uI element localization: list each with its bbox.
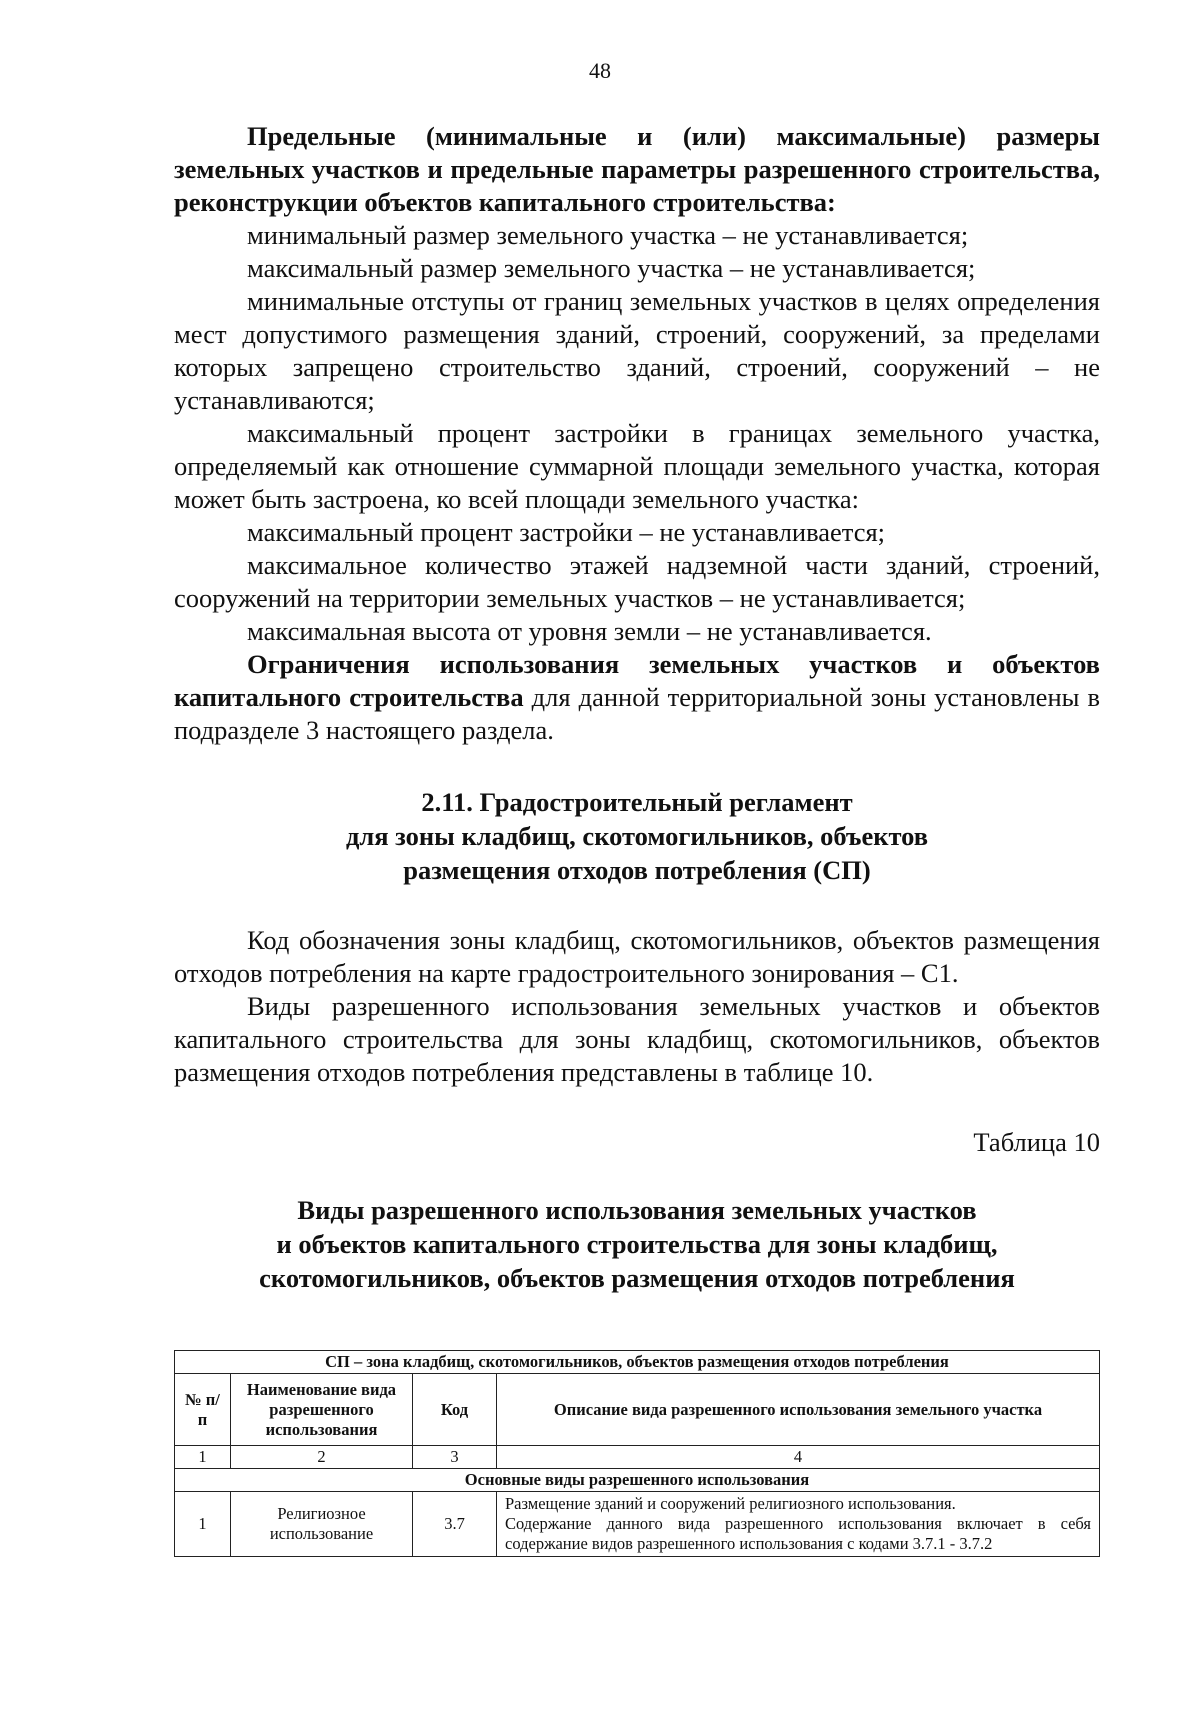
col-number: 3 <box>413 1446 497 1469</box>
section-title-line-2: для зоны кладбищ, скотомогильников, объектов <box>345 821 929 851</box>
row-desc-rest: Содержание данного вида разрешенного использования включает в себя содержание видов разрешенного использования с кодами 3.7.1 - 3.7.2 <box>505 1514 1091 1553</box>
limits-item-max-size: максимальный размер земельного участка – не устанавливается; <box>247 253 976 283</box>
limits-item-coverage: максимальный процент застройки в границах земельного участка, определяемый как отношение суммарной площади земельного участка, которая может быть застроена, ко всей площади земельного участка: <box>174 418 1100 514</box>
table-column-numbers-row <box>175 1446 1100 1469</box>
restrictions-rest: для данной территориальной зоны установлены в подразделе 3 настоящего раздела. <box>174 682 1100 745</box>
table-group-header-row <box>175 1469 1100 1492</box>
table-title <box>174 1193 1100 1295</box>
usage-types-table <box>174 1350 1100 1557</box>
usage-types-paragraph: Виды разрешенного использования земельных участков и объектов капитального строительства для зоны кладбищ, скотомогильников, объектов размещения отходов потребления представлены в таблице 10. <box>174 991 1100 1087</box>
col-header-desc: Описание вида разрешенного использования земельного участка <box>497 1374 1100 1446</box>
restrictions-bold: Ограничения использования земельных участков и объектов капитального строительства <box>174 649 1100 712</box>
table-title-line-1: Виды разрешенного использования земельных участков <box>297 1195 977 1225</box>
section-title-line-1: 2.11. Градостроительный регламент <box>421 787 853 817</box>
col-header-code: Код <box>413 1374 497 1446</box>
table-zone-header: СП – зона кладбищ, скотомогильников, объектов размещения отходов потребления <box>175 1351 1100 1374</box>
col-header-name: Наименование вида разрешенного использования <box>231 1374 413 1446</box>
document-body <box>174 120 1100 1295</box>
row-desc <box>497 1492 1100 1557</box>
table-title-line-2: и объектов капитального строительства для зоны кладбищ, <box>276 1229 998 1259</box>
row-name: Религиозное использование <box>231 1492 413 1557</box>
col-number: 2 <box>231 1446 413 1469</box>
zone-code-paragraph: Код обозначения зоны кладбищ, скотомогильников, объектов размещения отходов потребления на карте градостроительного зонирования – С1. <box>174 925 1100 988</box>
section-title-line-3: размещения отходов потребления (СП) <box>403 855 871 885</box>
col-number: 4 <box>497 1446 1100 1469</box>
table-row <box>175 1492 1100 1557</box>
limits-item-height: максимальная высота от уровня земли – не устанавливается. <box>247 616 932 646</box>
limits-heading: Предельные (минимальные и (или) максимальные) размеры земельных участков и предельные параметры разрешенного строительства, реконструкции объектов капитального строительства: <box>174 121 1100 217</box>
row-code: 3.7 <box>413 1492 497 1557</box>
table-label: Таблица 10 <box>973 1127 1100 1157</box>
table-group-header: Основные виды разрешенного использования <box>175 1469 1100 1492</box>
restrictions-paragraph <box>174 648 1100 747</box>
row-desc-line-1: Размещение зданий и сооружений религиозного использования. <box>505 1494 956 1513</box>
limits-item-setbacks: минимальные отступы от границ земельных участков в целях определения мест допустимого размещения зданий, строений, сооружений, за пределами которых запрещено строительство зданий, строений, сооружений – не устанавливаются; <box>174 286 1100 415</box>
table-title-line-3: скотомогильников, объектов размещения отходов потребления <box>259 1263 1015 1293</box>
page-number: 48 <box>589 58 611 83</box>
row-num: 1 <box>175 1492 231 1557</box>
limits-item-floors: максимальное количество этажей надземной части зданий, строений, сооружений на территории земельных участков – не устанавливается; <box>174 550 1100 613</box>
col-header-num: № п/п <box>175 1374 231 1446</box>
section-title <box>174 785 1100 887</box>
table-zone-header-row <box>175 1351 1100 1374</box>
col-number: 1 <box>175 1446 231 1469</box>
limits-item-min-size: минимальный размер земельного участка – не устанавливается; <box>247 220 969 250</box>
table-column-headers-row <box>175 1374 1100 1446</box>
limits-item-coverage-value: максимальный процент застройки – не устанавливается; <box>247 517 886 547</box>
